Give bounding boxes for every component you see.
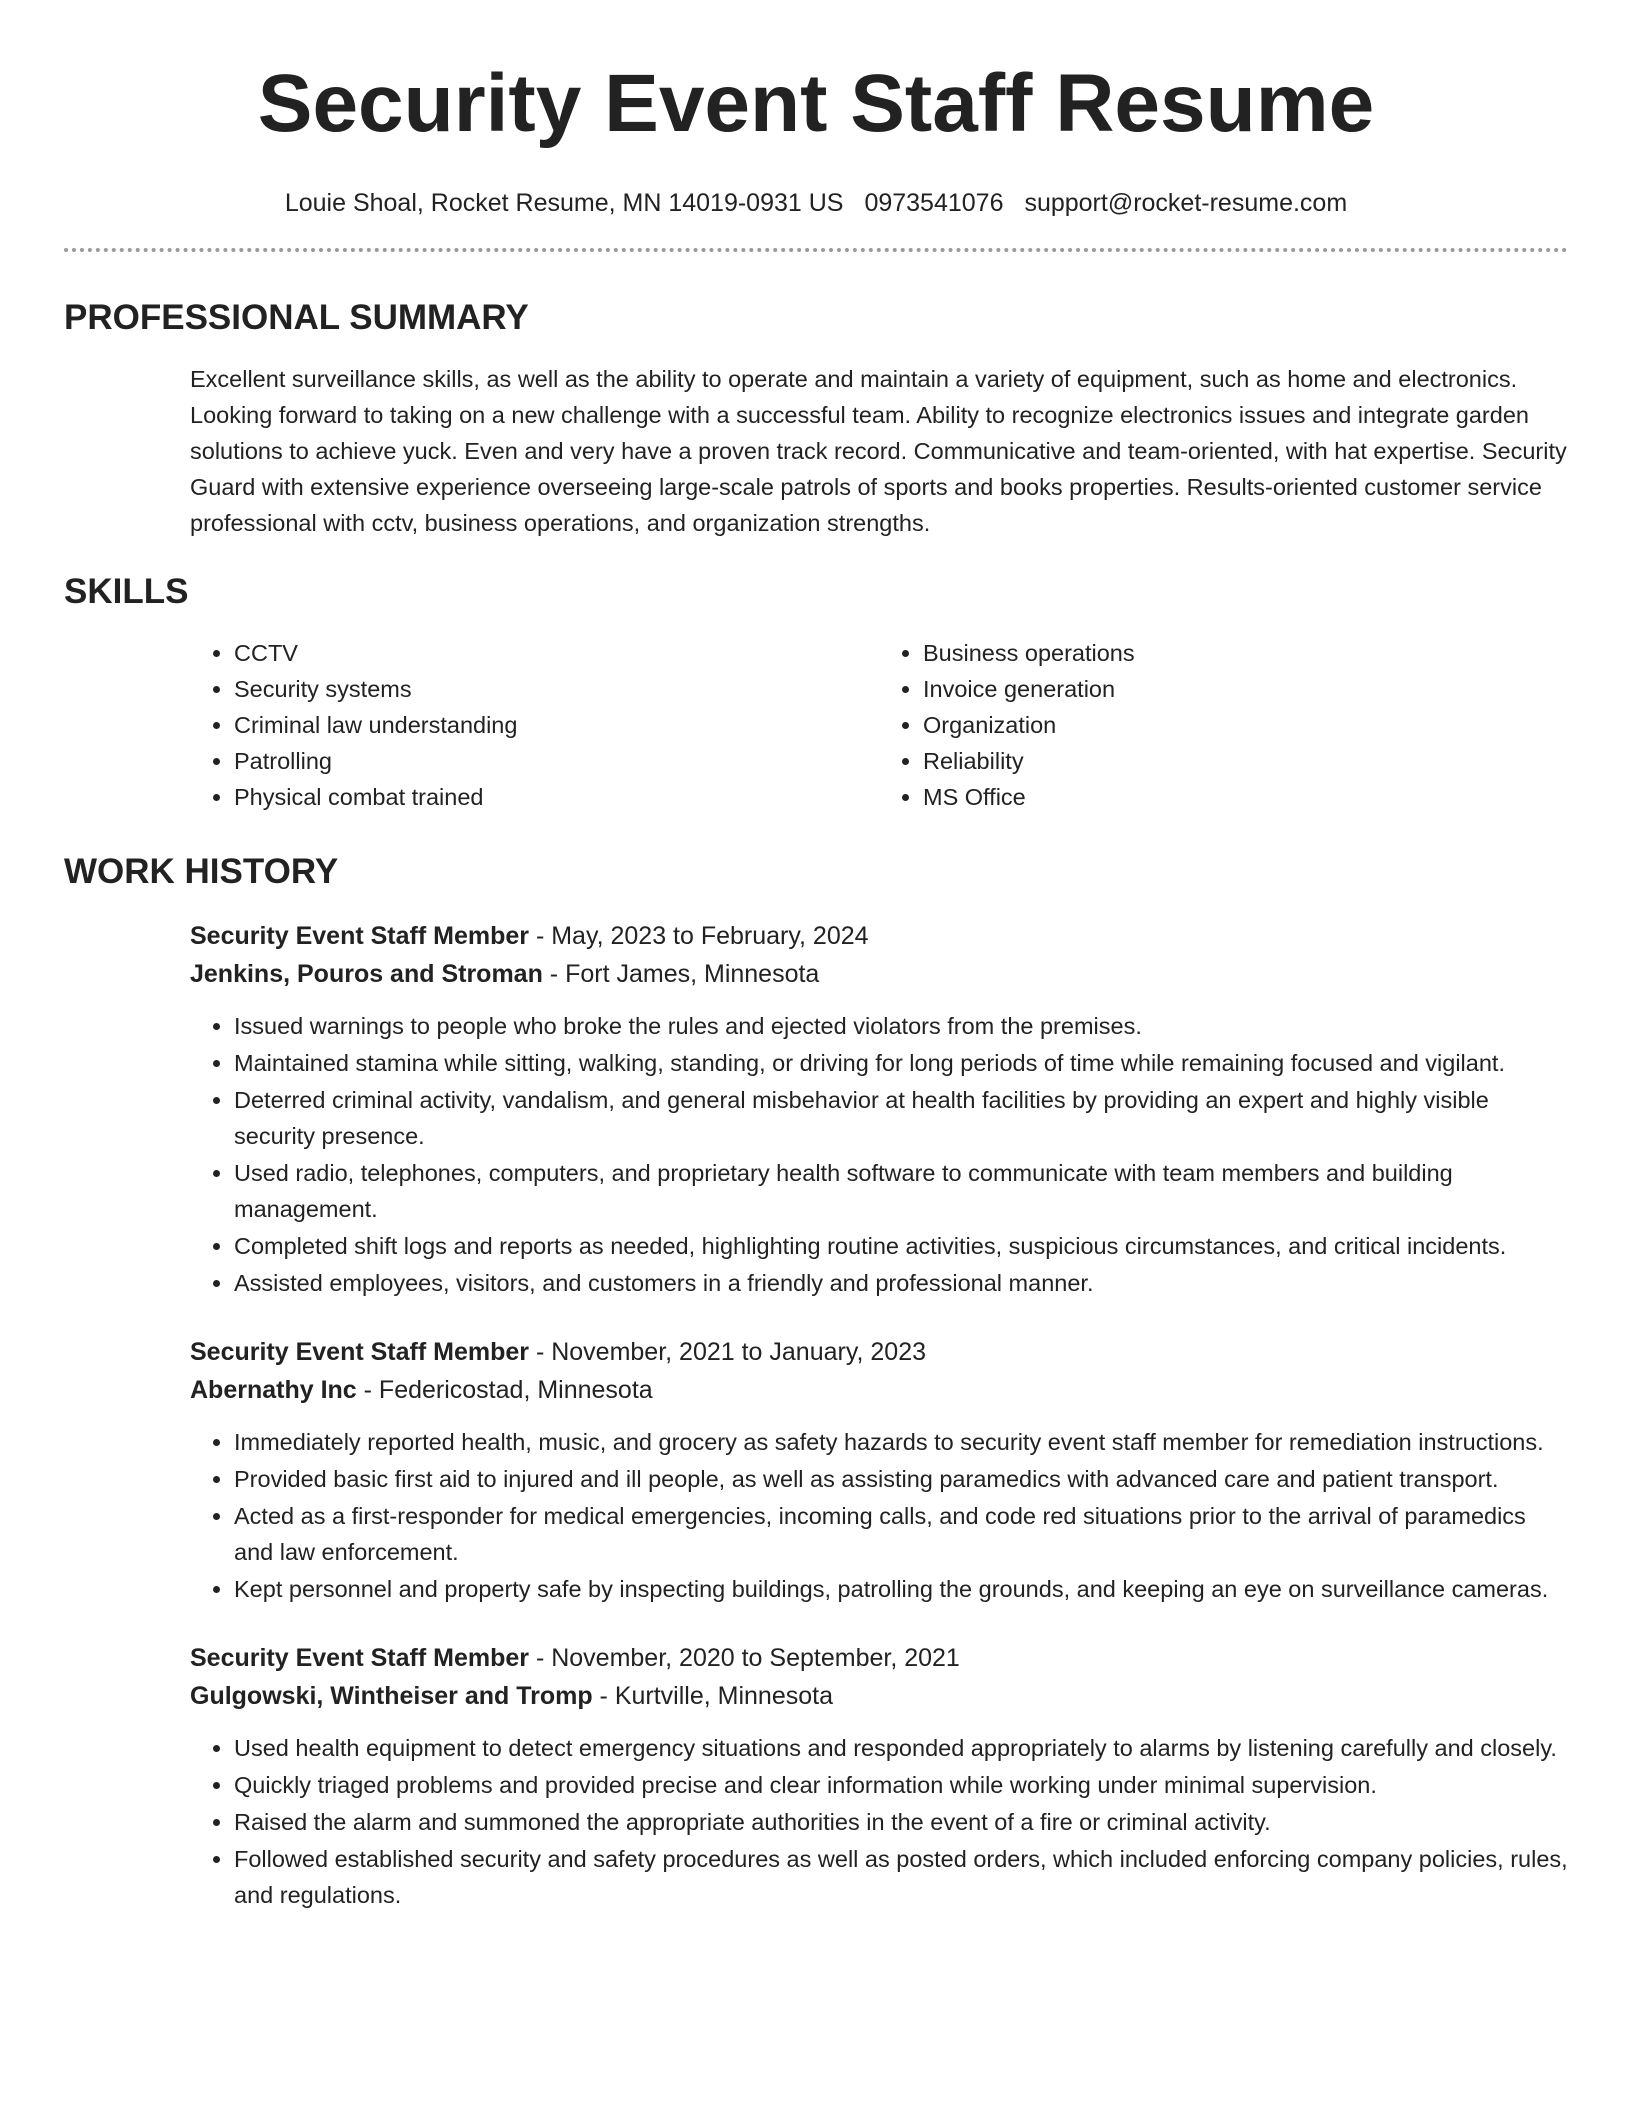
job-title: Security Event Staff Member [190, 922, 529, 950]
work-history-section [64, 851, 1568, 1913]
job-company-line [190, 1677, 1568, 1715]
job-bullet: • Issued warnings to people who broke the rules and ejected violators from the premises. [234, 1008, 1568, 1044]
job-bullets [190, 1730, 1568, 1913]
skill-item: • Invoice generation [923, 671, 1568, 707]
job-bullet: • Used health equipment to detect emergency situations and responded appropriately to alarms by listening carefully and closely. [234, 1730, 1568, 1766]
job-entry [190, 1333, 1568, 1607]
skills-grid [190, 635, 1568, 815]
job-company-line [190, 1371, 1568, 1409]
job-company-line [190, 955, 1568, 993]
skill-item: • CCTV [234, 635, 879, 671]
job-company: Gulgowski, Wintheiser and Tromp [190, 1682, 593, 1710]
job-bullet: • Completed shift logs and reports as needed, highlighting routine activities, suspicious circumstances, and critical incidents. [234, 1228, 1568, 1264]
job-bullet: • Assisted employees, visitors, and customers in a friendly and professional manner. [234, 1265, 1568, 1301]
skill-item: • Patrolling [234, 743, 879, 779]
skill-item: • Reliability [923, 743, 1568, 779]
job-bullet: • Provided basic first aid to injured and ill people, as well as assisting paramedics with advanced care and patient transport. [234, 1461, 1568, 1497]
skill-item: • Business operations [923, 635, 1568, 671]
job-entry [190, 1639, 1568, 1913]
job-title: Security Event Staff Member [190, 1338, 529, 1366]
job-bullet: • Deterred criminal activity, vandalism, and general misbehavior at health facilities by providing an expert and highly visible security presence. [234, 1082, 1568, 1154]
skills-list-right [879, 635, 1568, 815]
job-bullet: • Raised the alarm and summoned the appropriate authorities in the event of a fire or criminal activity. [234, 1804, 1568, 1840]
job-company: Abernathy Inc [190, 1376, 357, 1404]
header-divider [64, 248, 1568, 252]
job-bullet: • Quickly triaged problems and provided precise and clear information while working under minimal supervision. [234, 1767, 1568, 1803]
skill-item: • Organization [923, 707, 1568, 743]
contact-address: Louie Shoal, Rocket Resume, MN 14019-0931 US [284, 189, 844, 217]
job-bullet: • Followed established security and safety procedures as well as posted orders, which included enforcing company policies, rules, and regulations. [234, 1841, 1568, 1913]
job-bullet: • Kept personnel and property safe by inspecting buildings, patrolling the grounds, and keeping an eye on surveillance cameras. [234, 1571, 1568, 1607]
job-location: - Fort James, Minnesota [542, 960, 820, 988]
summary-text: Excellent surveillance skills, as well as the ability to operate and maintain a variety of equipment, such as home and electronics. Looking forward to taking on a new challenge with a successful team. Ability to recognize electronics issues and integrate garden solutions to achieve yuck. Even and very have a proven track record. Communicative and team-oriented, with hat expertise. Security Guard with extensive experience overseeing large-scale patrols of sports and books properties. Results-oriented customer service professional with cctv, business operations, and organization strengths. [190, 366, 1567, 536]
skills-list-left [190, 635, 879, 815]
job-bullet: • Acted as a first-responder for medical emergencies, incoming calls, and code red situations prior to the arrival of paramedics and law enforcement. [234, 1498, 1568, 1570]
job-location: - Kurtville, Minnesota [592, 1682, 833, 1710]
contact-phone: 0973541076 [864, 189, 1004, 217]
contact-email: support@rocket-resume.com [1024, 189, 1348, 217]
job-company: Jenkins, Pouros and Stroman [190, 960, 543, 988]
skill-item: • Criminal law understanding [234, 707, 879, 743]
summary-heading: PROFESSIONAL SUMMARY [64, 298, 529, 337]
skill-item: • Physical combat trained [234, 779, 879, 815]
summary-section [64, 297, 1568, 541]
skill-item: • Security systems [234, 671, 879, 707]
job-location: - Federicostad, Minnesota [356, 1376, 653, 1404]
job-bullet: • Immediately reported health, music, and grocery as safety hazards to security event staff member for remediation instructions. [234, 1424, 1568, 1460]
resume-title: Security Event Staff Resume [257, 58, 1375, 149]
contact-line [64, 188, 1568, 218]
job-dates: - November, 2020 to September, 2021 [529, 1644, 960, 1672]
job-bullets [190, 1424, 1568, 1607]
resume-page [64, 0, 1568, 1914]
job-title-line [190, 1333, 1568, 1371]
skills-heading: SKILLS [64, 572, 189, 611]
job-bullet: • Used radio, telephones, computers, and proprietary health software to communicate with team members and building management. [234, 1155, 1568, 1227]
job-title-line [190, 917, 1568, 955]
work-history-heading: WORK HISTORY [64, 852, 339, 891]
job-bullet: • Maintained stamina while sitting, walking, standing, or driving for long periods of time while remaining focused and vigilant. [234, 1045, 1568, 1081]
job-title: Security Event Staff Member [190, 1644, 529, 1672]
skill-item: • MS Office [923, 779, 1568, 815]
job-dates: - November, 2021 to January, 2023 [529, 1338, 926, 1366]
job-entry [190, 917, 1568, 1301]
job-bullets [190, 1008, 1568, 1301]
job-dates: - May, 2023 to February, 2024 [529, 922, 869, 950]
job-title-line [190, 1639, 1568, 1677]
skills-section [64, 571, 1568, 815]
